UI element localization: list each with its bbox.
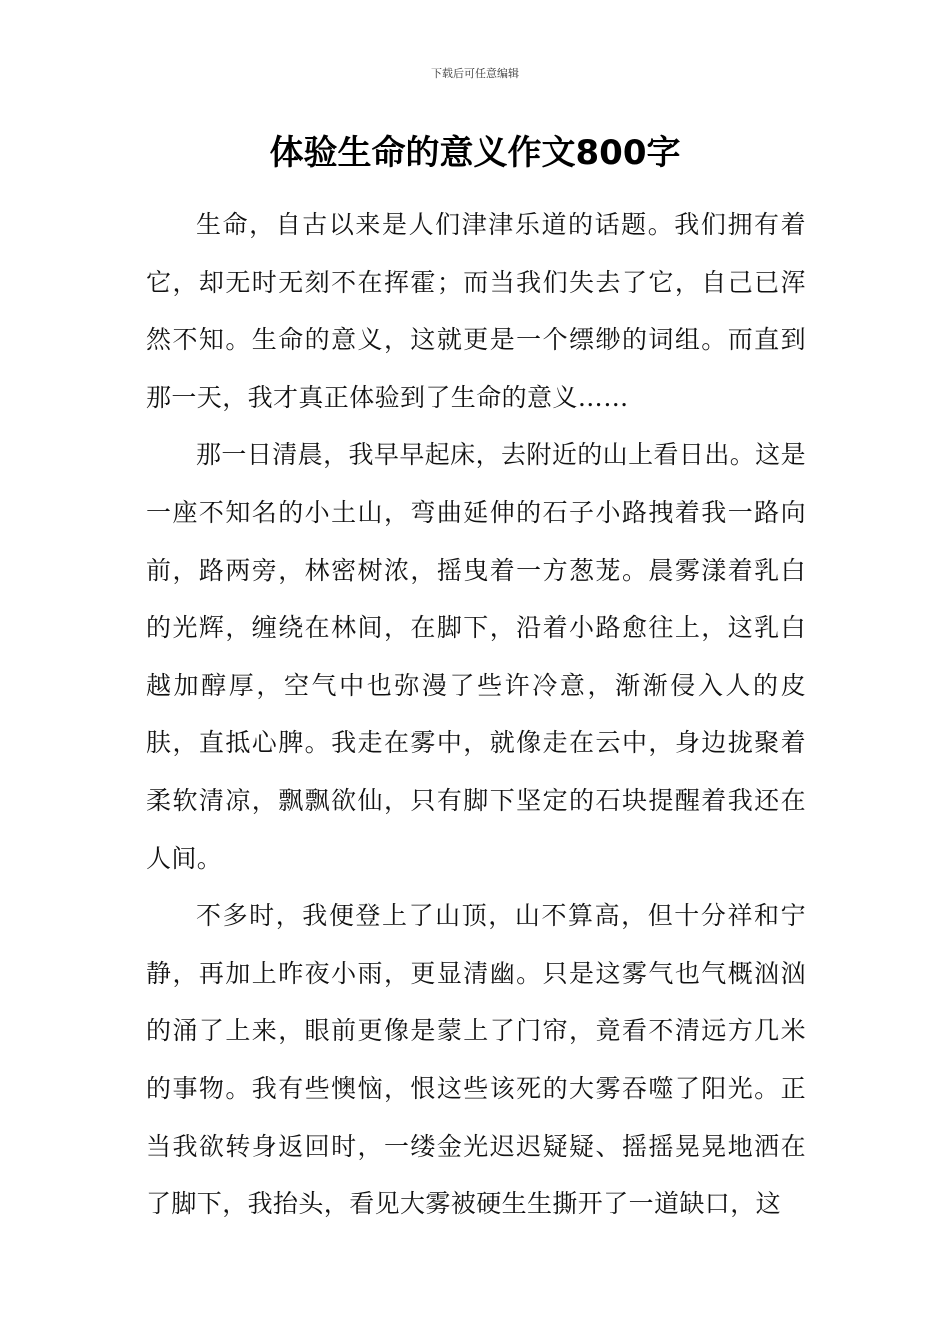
paragraph-2: 那一日清晨，我早早起床，去附近的山上看日出。这是一座不知名的小土山，弯曲延伸的石子小路拽着我一路向前，路两旁，林密树浓，摇曳着一方葱茏。晨雾漾着乳白的光辉，缠绕在林间，在脚下，沿着小路愈往上，这乳白越加醇厚，空气中也弥漫了些许冷意，渐渐侵入人的皮肤，直抵心脾。我走在雾中，就像走在云中，身边拢聚着柔软清凉，飘飘欲仙，只有脚下坚定的石块提醒着我还在人间。	[146, 440, 806, 873]
header-note: 下载后可任意编辑	[431, 67, 519, 80]
document-title: 体验生命的意义作文800字	[269, 133, 681, 173]
paragraph-3: 不多时，我便登上了山顶，山不算高，但十分祥和宁静，再加上昨夜小雨，更显清幽。只是这雾气也气概汹汹的涌了上来，眼前更像是蒙上了门帘，竟看不清远方几米的事物。我有些懊恼，恨这些该死的大雾吞噬了阳光。正当我欲转身返回时，一缕金光迟迟疑疑、摇摇晃晃地洒在了脚下，我抬头，看见大雾被硬生生撕开了一道缺口，这	[146, 901, 806, 1219]
document-body	[146, 196, 806, 1233]
paragraph-1: 生命，自古以来是人们津津乐道的话题。我们拥有着它，却无时无刻不在挥霍；而当我们失去了它，自己已浑然不知。生命的意义，这就更是一个缥缈的词组。而直到那一天，我才真正体验到了生命的意义……	[146, 210, 806, 412]
